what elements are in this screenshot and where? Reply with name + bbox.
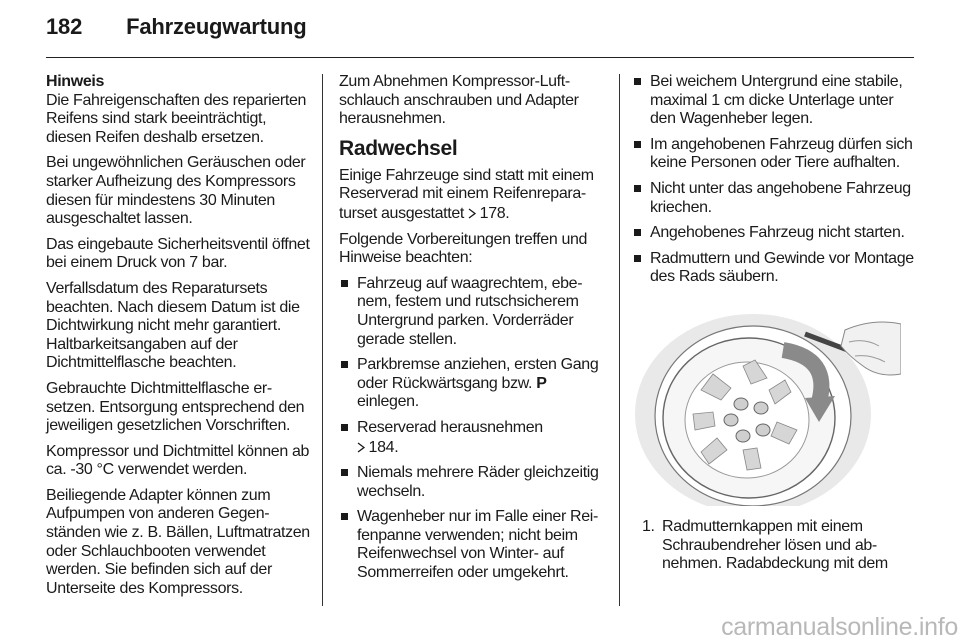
wheel-cover-illustration	[635, 294, 901, 506]
list-item: Niemals mehrere Räder gleichzeitig wechseln.	[339, 464, 609, 501]
column-1	[46, 73, 314, 605]
page-reference-link[interactable]: 178.	[479, 204, 510, 222]
page-reference-link[interactable]: 184.	[368, 438, 399, 456]
note-paragraph-6: Kompressor und Dichtmittel können ab ca. -30 °C verwendet werden.	[46, 442, 310, 479]
note-paragraph-1: Die Fahreigenschaften des reparierten Reifens sind stark beeinträchtigt, diesen Reifen deshalb ersetzen.	[46, 91, 307, 146]
steps-list	[632, 518, 914, 574]
gear-p-label: P	[536, 374, 547, 392]
watermark: carmanualsonline.info	[721, 613, 958, 641]
step-text: Radmutternkappen mit einem Schraubendreher lösen und abnehmen. Radabdeckung mit dem	[662, 517, 888, 573]
wheel-change-paragraph-2: Folgende Vorbereitungen treffen und Hinweise beachten:	[339, 230, 588, 267]
column-3	[632, 73, 914, 574]
intro-paragraph: Zum Abnehmen Kompressor-Luftschlauch anschrauben und Adapter herausnehmen.	[339, 73, 579, 128]
note-paragraph-5: Gebrauchte Dichtmittelflasche ersetzen. Entsorgung entsprechend den jeweiligen gesetzlichen Vorschriften.	[46, 379, 305, 435]
list-item: Fahrzeug auf waagrechtem, ebenem, festem und rutschsicherem Untergrund parken. Vorderräder gerade stellen.	[339, 275, 609, 349]
column-divider-right	[619, 74, 620, 606]
list-item: Im angehobenen Fahrzeug dürfen sich keine Personen oder Tiere aufhalten.	[632, 136, 914, 173]
section-heading: Radwechsel	[339, 136, 458, 160]
step-number: 1.	[642, 517, 655, 535]
note-paragraph-7: Beiliegende Adapter können zum Aufpumpen von anderen Gegenständen wie z. B. Bällen, Luftmatratzen oder Schlauchbooten verwendet werden. Sie befinden sich auf der Unterseite des Kompressors.	[46, 486, 310, 597]
list-item	[339, 356, 609, 412]
list-item: Wagenheber nur im Falle einer Reifenpanne verwenden; nicht beim Reifenwechsel von Winter- auf Sommerreifen oder umgekehrt.	[339, 508, 609, 582]
safety-list	[632, 73, 914, 287]
column-divider-left	[322, 74, 323, 606]
note-title: Hinweis	[46, 73, 105, 90]
column-2	[339, 73, 609, 590]
list-item-text: Parkbremse anziehen, ersten Gang oder Rückwärtsgang bzw.	[357, 356, 599, 392]
page-number: 182	[46, 14, 83, 39]
page-reference-icon[interactable]	[468, 205, 480, 221]
wheel-change-paragraph-1	[339, 167, 609, 224]
page-header	[46, 14, 306, 50]
header-rule	[46, 57, 914, 58]
list-item: Angehobenes Fahrzeug nicht starten.	[632, 224, 914, 243]
preparation-list	[339, 275, 609, 583]
note-paragraph-2: Bei ungewöhnlichen Geräuschen oder starker Aufheizung des Kompressors diesen für mindestens 30 Minuten ausgeschaltet lassen.	[46, 154, 306, 228]
list-item	[339, 419, 609, 457]
note-paragraph-4: Verfallsdatum des Reparatursets beachten. Nach diesem Datum ist die Dichtwirkung nicht mehr garantiert. Haltbarkeitsangaben auf der Dichtmittelflasche beachten.	[46, 279, 300, 372]
step-item	[632, 518, 914, 574]
wheel-change-text: Einige Fahrzeuge sind statt mit einem Reserverad mit einem Reifenreparaturset ausgestattet	[339, 166, 594, 222]
page-title: Fahrzeugwartung	[126, 14, 307, 39]
list-item-text: einlegen.	[357, 393, 419, 411]
note-paragraph-3: Das eingebaute Sicherheitsventil öffnet bei einem Druck von 7 bar.	[46, 235, 310, 272]
list-item: Nicht unter das angehobene Fahrzeug kriechen.	[632, 180, 914, 217]
page-reference-icon[interactable]	[357, 439, 369, 455]
list-item: Bei weichem Untergrund eine stabile, maximal 1 cm dicke Unterlage unter den Wagenheber legen.	[632, 73, 914, 129]
list-item: Radmuttern und Gewinde vor Montage des Rads säubern.	[632, 250, 914, 287]
list-item-text: Reserverad herausnehmen	[357, 418, 543, 436]
